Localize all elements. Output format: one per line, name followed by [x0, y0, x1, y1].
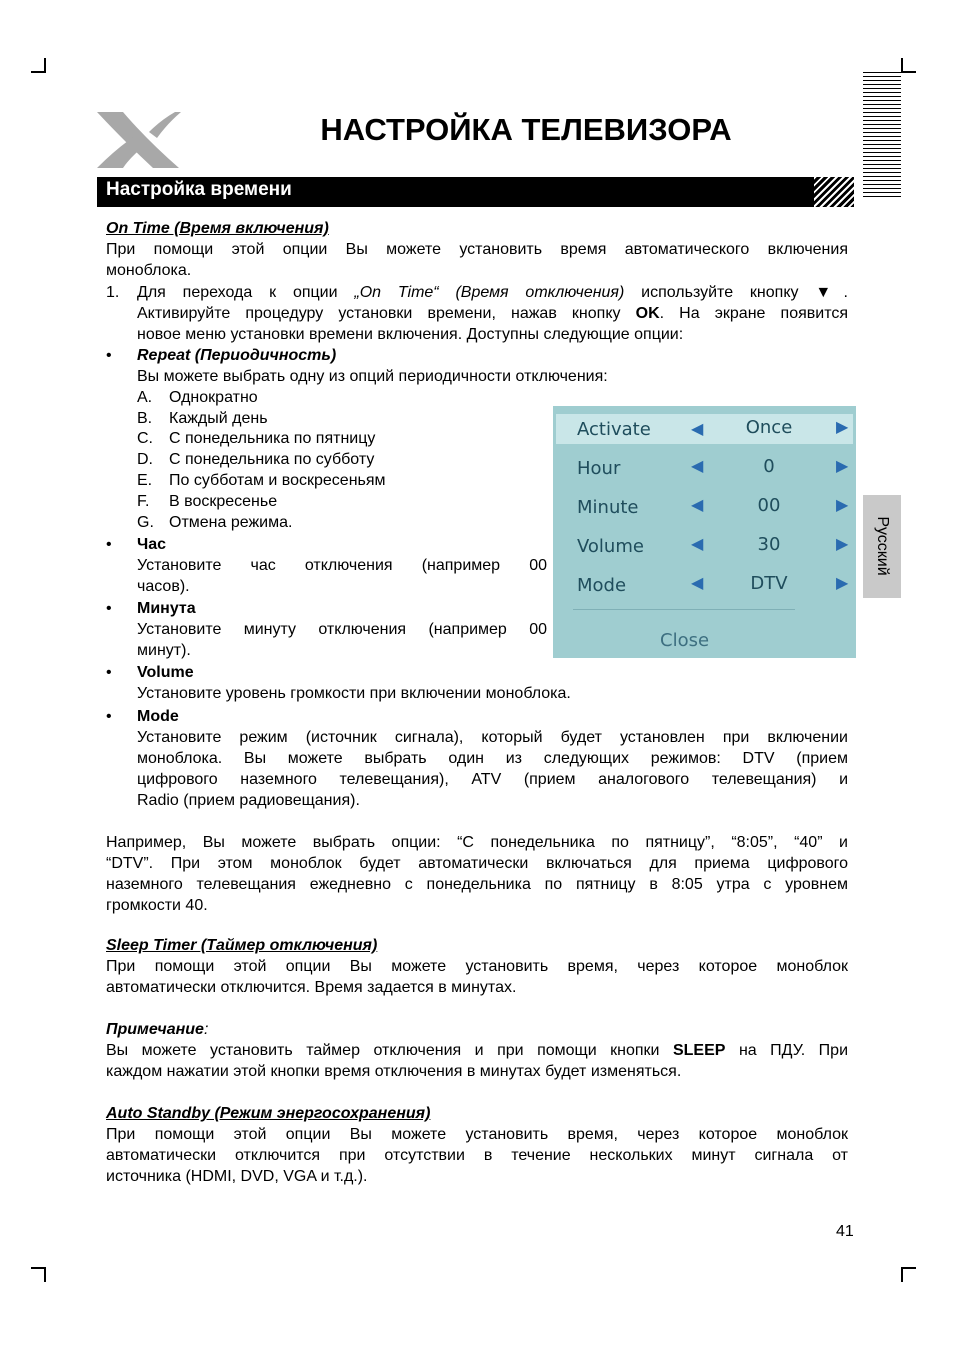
mode-desc-line: моноблока. Вы можете выбрать один из следующих режимов: DTV (прием: [137, 750, 848, 767]
menu-row-value: 0: [763, 456, 775, 477]
step1-line: новое меню установки времени включения. Доступны следующие опции:: [137, 326, 684, 343]
sleep-key-label: SLEEP: [672, 1042, 726, 1059]
repeat-option-text: Отмена режима.: [169, 514, 293, 531]
repeat-option-letter: B.: [137, 410, 153, 427]
example-line: громкости 40.: [106, 897, 208, 914]
mode-desc-line: цифрового наземного телевещания), ATV (прием аналогового телевещания) и: [137, 771, 848, 788]
hour-title: Час: [137, 536, 167, 553]
menu-row-label: Minute: [577, 497, 639, 518]
right-arrow-icon: ▶: [836, 575, 849, 592]
right-arrow-icon: ▶: [836, 419, 849, 436]
crop-mark-bottom-right: [901, 1267, 916, 1282]
repeat-option-text: По субботам и воскресеньям: [169, 472, 386, 489]
step1-text: . На экране появится: [659, 305, 849, 322]
step1-line: [137, 282, 848, 303]
note-colon: :: [203, 1021, 209, 1038]
bullet-icon: •: [106, 347, 112, 364]
volume-title: Volume: [137, 664, 194, 681]
menu-row-hour: [553, 445, 856, 483]
step1-text: используйте кнопку ▼.: [624, 284, 848, 301]
section-bar-hatch: [814, 177, 854, 207]
repeat-option-text: С понедельника по субботу: [169, 451, 375, 468]
mode-desc-line: Radio (прием радиовещания).: [137, 792, 360, 809]
bullet-icon: •: [106, 708, 112, 725]
auto-standby-line: При помощи этой опции Вы можете установить время, через которое моноблок: [106, 1126, 848, 1143]
language-label: Русский: [874, 516, 891, 576]
auto-standby-line: источника (HDMI, DVD, VGA и т.д.).: [106, 1168, 368, 1185]
repeat-option-text: С понедельника по пятницу: [169, 430, 376, 447]
note-line: [106, 1040, 848, 1061]
menu-row-label: Volume: [577, 536, 644, 557]
note-text: Вы можете установить таймер отключения и при помощи кнопки: [106, 1042, 673, 1059]
section-title: Настройка времени: [106, 179, 292, 200]
auto-standby-heading: Auto Standby (Режим энергосохранения): [106, 1105, 431, 1122]
repeat-option-text: Каждый день: [169, 410, 268, 427]
menu-row-value: DTV: [750, 573, 788, 594]
left-arrow-icon: ◀: [691, 536, 704, 553]
minute-title: Минута: [137, 600, 196, 617]
menu-row-label: Mode: [577, 575, 627, 596]
step1-text: Для перехода к опции: [137, 284, 355, 301]
left-arrow-icon: ◀: [691, 575, 704, 592]
bullet-icon: •: [106, 536, 112, 553]
repeat-option-text: В воскресенье: [169, 493, 278, 510]
on-time-heading: On Time (Время включения): [106, 220, 329, 237]
left-arrow-icon: ◀: [691, 497, 704, 514]
repeat-desc: Вы можете выбрать одну из опций периодичности отключения:: [137, 368, 608, 385]
note-heading-text: Примечание: [106, 1021, 204, 1038]
menu-row-label: Activate: [577, 419, 651, 440]
step-number: 1.: [106, 284, 120, 301]
ok-key-label: OK: [635, 305, 660, 322]
menu-close-label: Close: [660, 630, 710, 651]
menu-row-activate: [553, 406, 856, 444]
right-arrow-icon: ▶: [836, 536, 849, 553]
page-number: 41: [836, 1223, 854, 1240]
step1-text: Активируйте процедуру установки времени, нажав кнопку: [137, 305, 636, 322]
repeat-option-letter: C.: [137, 430, 153, 447]
menu-row-value: Once: [745, 417, 793, 438]
mode-title: Mode: [137, 708, 179, 725]
example-line: Например, Вы можете выбрать опции: “С понедельника по пятницу”, “8:05”, “40” и: [106, 834, 848, 851]
example-line: “DTV”. При этом моноблок будет автоматически включаться для приема цифрового: [106, 855, 848, 872]
sleep-timer-line: автоматически отключится. Время задается в минутах.: [106, 979, 517, 996]
note-heading: [106, 1019, 208, 1040]
sleep-timer-line: При помощи этой опции Вы можете установить время, через которое моноблок: [106, 958, 848, 975]
menu-row-value: 30: [757, 534, 781, 555]
on-time-intro-line: моноблока.: [106, 262, 192, 279]
bullet-icon: •: [106, 600, 112, 617]
repeat-option-letter: A.: [137, 389, 153, 406]
hour-desc-line: часов).: [137, 578, 190, 595]
crop-mark-top-right: [901, 58, 916, 73]
menu-row-mode: [553, 562, 856, 600]
mode-desc-line: Установите режим (источник сигнала), который будет установлен при включении: [137, 729, 848, 746]
repeat-title: Repeat (Периодичность): [137, 347, 337, 364]
crop-mark-top-left: [31, 58, 46, 73]
example-line: наземного телевещания ежедневно с понедельника по пятницу в 8:05 утра с уровнем: [106, 876, 848, 893]
crop-mark-bottom-left: [31, 1267, 46, 1282]
menu-row-minute: [553, 484, 856, 522]
minute-desc-line: минут).: [137, 642, 191, 659]
step1-option-name: „On Time“ (Время отключения): [354, 284, 625, 301]
repeat-option-letter: G.: [137, 514, 154, 531]
on-time-menu-screenshot: [553, 406, 856, 658]
hour-desc-line: Установите час отключения (например 00: [137, 557, 547, 574]
right-arrow-icon: ▶: [836, 497, 849, 514]
note-text: на ПДУ. При: [725, 1042, 849, 1059]
step1-line: [137, 303, 848, 324]
auto-standby-line: автоматически отключится при отсутствии в течение нескольких минут сигнала от: [106, 1147, 848, 1164]
left-arrow-icon: ◀: [691, 458, 704, 475]
minute-desc-line: Установите минуту отключения (например 00: [137, 621, 547, 638]
sleep-timer-heading: Sleep Timer (Таймер отключения): [106, 937, 378, 954]
page-title: НАСТРОЙКА ТЕЛЕВИЗОРА: [320, 112, 732, 147]
language-side-tab: [863, 495, 901, 598]
bullet-icon: •: [106, 664, 112, 681]
note-line: каждом нажатии этой кнопки время отключения в минутах будет изменяться.: [106, 1063, 682, 1080]
menu-row-value: 00: [757, 495, 781, 516]
repeat-option-letter: D.: [137, 451, 153, 468]
menu-separator: [573, 609, 795, 610]
menu-row-volume: [553, 523, 856, 561]
repeat-option-letter: E.: [137, 472, 153, 489]
repeat-option-letter: F.: [137, 493, 150, 510]
on-time-intro-line: При помощи этой опции Вы можете установить время автоматического включения: [106, 241, 848, 258]
menu-row-label: Hour: [577, 458, 621, 479]
volume-desc: Установите уровень громкости при включении моноблока.: [137, 685, 571, 702]
repeat-option-text: Однократно: [169, 389, 258, 406]
left-arrow-icon: ◀: [691, 421, 704, 438]
right-arrow-icon: ▶: [836, 458, 849, 475]
